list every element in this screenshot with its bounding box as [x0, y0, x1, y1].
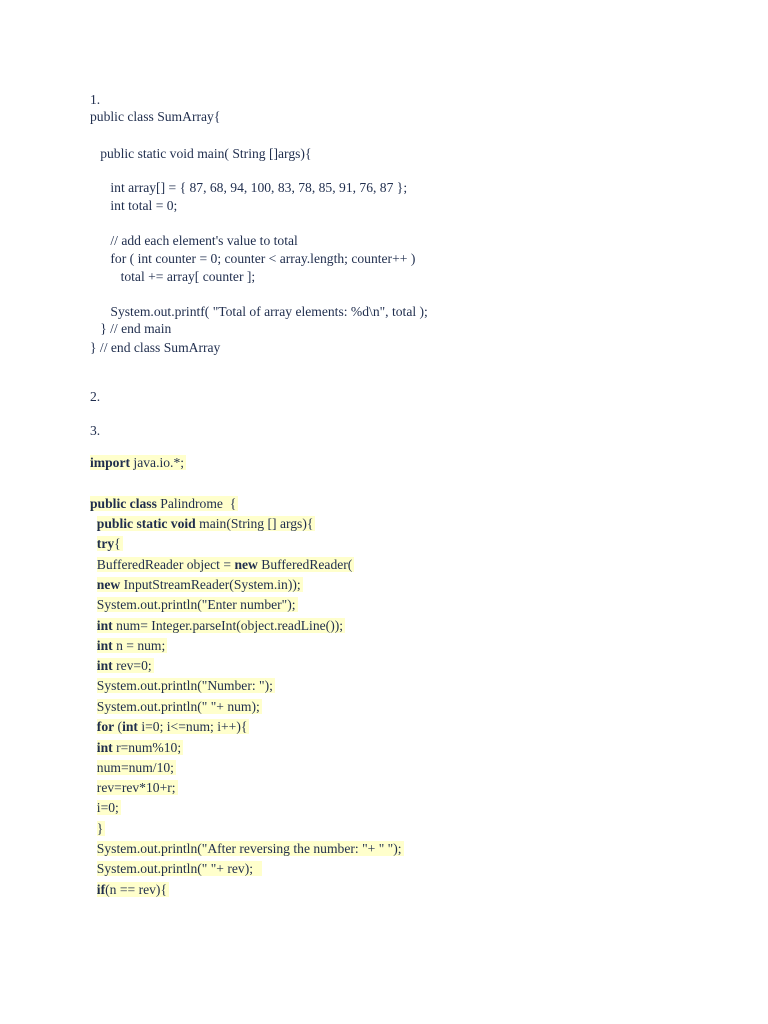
keyword: new — [234, 557, 258, 572]
section-number: 3. — [90, 423, 101, 438]
code-line — [90, 657, 154, 675]
code-text: (n == rev){ — [105, 882, 167, 897]
code-line — [90, 535, 123, 553]
code-text: } — [96, 821, 104, 836]
code-line — [90, 881, 169, 899]
code-line — [90, 698, 262, 716]
code-text: rev=0; — [112, 658, 152, 673]
code-text: System.out.println("Number: "); — [96, 678, 273, 693]
code-text: i=0; i<=num; i++){ — [137, 719, 248, 734]
keyword: public class — [90, 496, 157, 511]
keyword: int — [96, 740, 113, 755]
code-line: } // end class SumArray — [90, 340, 221, 355]
code-line: for ( int counter = 0; counter < array.length; counter++ ) — [90, 251, 416, 266]
code-comment-line: // add each element's value to total — [90, 233, 298, 248]
keyword: int — [96, 658, 113, 673]
code-text: System.out.println("After reversing the number: "+ " "); — [96, 841, 402, 856]
code-line — [90, 759, 176, 777]
code-line: System.out.printf( "Total of array elements: %d\n", total ); — [90, 304, 428, 319]
code-text: BufferedReader( — [257, 557, 353, 572]
keyword: int — [122, 719, 138, 734]
keyword: if — [96, 882, 106, 897]
code-line — [90, 515, 315, 533]
keyword: int — [96, 638, 113, 653]
code-text: System.out.println(" "+ rev); — [96, 861, 260, 876]
keyword: new — [96, 577, 121, 592]
code-text: System.out.println("Enter number"); — [96, 597, 296, 612]
code-text: ( — [114, 719, 123, 734]
code-text: num= Integer.parseInt(object.readLine()); — [112, 618, 344, 633]
code-line: public class SumArray{ — [90, 109, 221, 124]
code-line — [90, 718, 249, 736]
code-line — [90, 495, 238, 513]
code-line: } // end main — [90, 321, 172, 336]
keyword: public static void — [96, 516, 196, 531]
code-text: { — [114, 536, 121, 551]
code-text: System.out.println(" "+ num); — [96, 699, 260, 714]
section-number: 1. — [90, 92, 101, 107]
code-line — [90, 556, 354, 574]
code-line — [90, 739, 183, 757]
code-line — [90, 596, 298, 614]
code-line: int array[] = { 87, 68, 94, 100, 83, 78, 85, 91, 76, 87 }; — [90, 180, 408, 195]
code-line: int total = 0; — [90, 198, 178, 213]
code-line — [90, 617, 345, 635]
code-line: public static void main( String []args){ — [90, 146, 312, 161]
code-text: main(String [] args){ — [195, 516, 314, 531]
code-line — [90, 677, 275, 695]
code-text: java.io.*; — [130, 455, 185, 470]
import-line — [90, 454, 186, 472]
code-line: total += array[ counter ]; — [90, 269, 256, 284]
code-text: InputStreamReader(System.in)); — [120, 577, 301, 592]
code-line — [90, 820, 105, 838]
code-text: num=num/10; — [96, 760, 174, 775]
code-line — [90, 840, 404, 858]
code-line — [90, 799, 121, 817]
code-text: Palindrome { — [156, 496, 237, 511]
code-text: BufferedReader object = — [96, 557, 235, 572]
code-text: r=num%10; — [112, 740, 182, 755]
code-text: n = num; — [112, 638, 166, 653]
code-text: i=0; — [96, 800, 119, 815]
code-line — [90, 637, 167, 655]
keyword: int — [96, 618, 113, 633]
code-line — [90, 779, 178, 797]
code-line — [90, 860, 262, 878]
keyword: for — [96, 719, 115, 734]
code-text: rev=rev*10+r; — [96, 780, 176, 795]
keyword: try — [96, 536, 115, 551]
keyword: import — [90, 455, 131, 470]
code-line — [90, 576, 303, 594]
section-number: 2. — [90, 389, 101, 404]
